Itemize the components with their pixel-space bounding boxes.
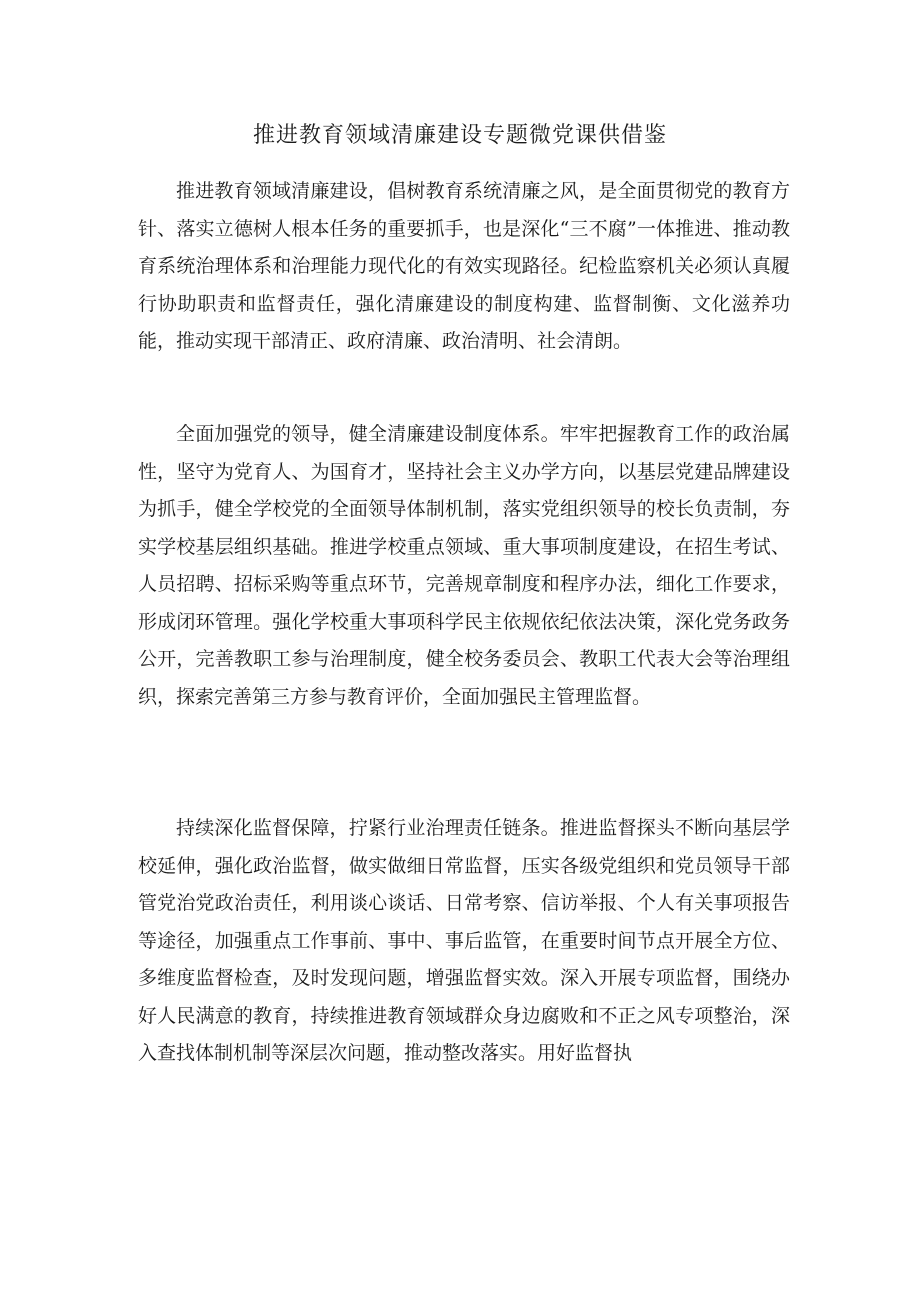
- paragraph-supervision: 持续深化监督保障，拧紧行业治理责任链条。推进监督探头不断向基层学校延伸，强化政治监督，做实做细日常监督，压实各级党组织和党员领导干部管党治党政治责任，利用谈心谈话、日常考察、信访举报、个人有关事项报告等途径，加强重点工作事前、事中、事后监管，在重要时间节点开展全方位、多维度监督检查，及时发现问题，增强监督实效。深入开展专项监督，围绕办好人民满意的教育，持续推进教育领域群众身边腐败和不正之风专项整治，深入查找体制机制等深层次问题，推动整改落实。用好监督执: [138, 817, 790, 1064]
- paragraph-party-leadership: 全面加强党的领导，健全清廉建设制度体系。牢牢把握教育工作的政治属性，坚守为党育人、为国育才，坚持社会主义办学方向，以基层党建品牌建设为抓手，健全学校党的全面领导体制机制，落实党组织领导的校长负责制，夯实学校基层组织基础。推进学校重点领域、重大事项制度建设，在招生考试、人员招聘、招标采购等重点环节，完善规章制度和程序办法，细化工作要求，形成闭环管理。强化学校重大事项科学民主依规依纪依法决策，深化党务政务公开，完善教职工参与治理制度，健全校务委员会、教职工代表大会等治理组织，探索完善第三方参与教育评价，全面加强民主管理监督。: [138, 423, 790, 708]
- document-title: 推进教育领域清廉建设专题微党课供借鉴: [252, 123, 667, 148]
- paragraph-intro: 推进教育领域清廉建设，倡树教育系统清廉之风，是全面贯彻党的教育方针、落实立德树人根本任务的重要抓手，也是深化“三不腐”一体推进、推动教育系统治理体系和治理能力现代化的有效实现路径。纪检监察机关必须认真履行协助职责和监督责任，强化清廉建设的制度构建、监督制衡、文化滋养功能，推动实现干部清正、政府清廉、政治清明、社会清朗。: [138, 180, 790, 352]
